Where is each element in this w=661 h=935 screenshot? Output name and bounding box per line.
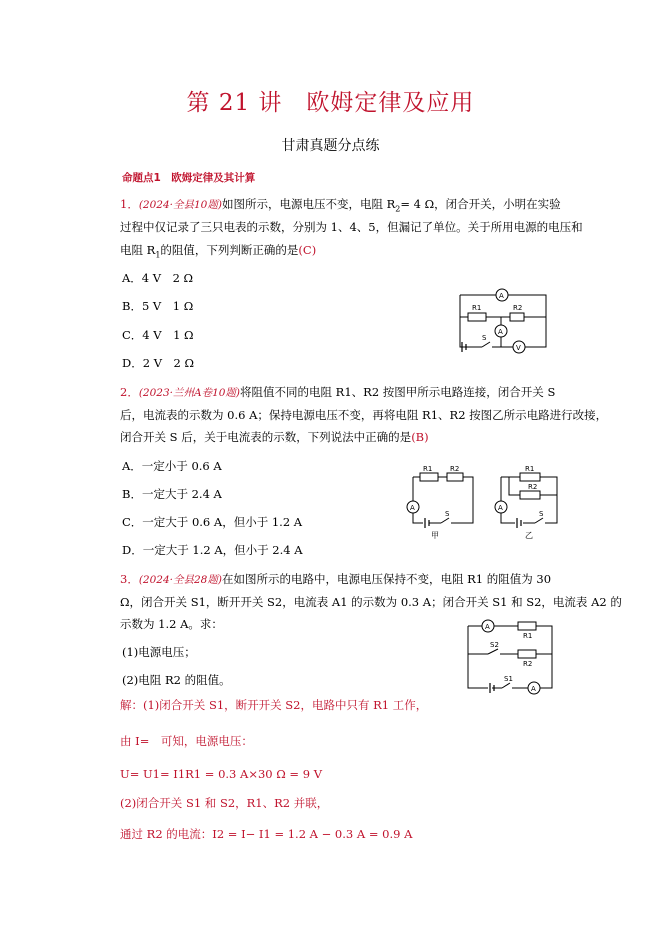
- q2-fig-jia-label: 甲: [431, 531, 439, 540]
- q2-fig-jia-r1: R1: [423, 465, 433, 473]
- q3-solution-3: U= U1= I1R1 = 0.3 A×30 Ω = 9 V: [120, 767, 322, 781]
- q3-fig-a1: A: [485, 623, 490, 631]
- q2-fig-yi-s: S: [539, 510, 544, 518]
- q2-option-b: B．一定大于 2.4 A: [122, 487, 222, 501]
- q2-circuit-diagrams: [405, 465, 565, 540]
- q2-number: 2．: [120, 385, 139, 399]
- q3-fig-s1: S1: [504, 675, 513, 683]
- q3-solution-1: 解：(1)闭合开关 S1，断开开关 S2，电路中只有 R1 工作，: [120, 698, 428, 712]
- q2-line1: [120, 384, 555, 400]
- q3-fig-s2: S2: [490, 641, 499, 649]
- q2-fig-jia-a: A: [410, 504, 415, 512]
- q3-line2: Ω，闭合开关 S1，断开开关 S2，电流表 A1 的示数为 0.3 A；闭合开关 S1 和 S2，电流表 A2 的: [120, 595, 622, 609]
- q3-fig-r2: R2: [523, 660, 533, 668]
- q3-solution-2: 由 I= 可知，电源电压：: [120, 734, 253, 748]
- q1-fig-s: S: [482, 334, 487, 342]
- q2-fig-yi-r1: R1: [525, 465, 535, 473]
- q2-source: (2023·兰州A卷10题): [138, 387, 241, 399]
- q1-text-a: 如图所示，电源电压不变，电阻 R: [221, 197, 396, 211]
- q2-line3: [120, 429, 429, 445]
- q2-line1-text: 将阻值不同的电阻 R1、R2 按图甲所示电路连接，闭合开关 S: [240, 385, 556, 399]
- q3-sub1: (1)电源电压；: [122, 645, 196, 659]
- q3-fig-r1: R1: [523, 632, 533, 640]
- q2-line2: 后，电流表的示数为 0.6 A；保持电源电压不变，再将电阻 R1、R2 按图乙所示电路进行改接，: [120, 408, 608, 422]
- q3-line1: [120, 571, 551, 587]
- q3-fig-a2: A: [531, 685, 536, 693]
- q2-line3-text: 闭合开关 S 后，关于电流表的示数，下列说法中正确的是: [120, 430, 412, 444]
- q1-fig-r1: R1: [472, 304, 482, 312]
- q3-line3: 示数为 1.2 A。求：: [120, 617, 223, 631]
- q2-fig-jia-s: S: [445, 510, 450, 518]
- q3-circuit-diagram: [462, 618, 558, 696]
- q2-option-d: D．一定大于 1.2 A，但小于 2.4 A: [122, 543, 303, 557]
- q1-line3-a: 电阻 R: [120, 243, 156, 257]
- page-subtitle: 甘肃真题分点练: [281, 138, 380, 154]
- q1-fig-a2: A: [498, 328, 503, 336]
- q1-source: (2024·全县10题): [138, 199, 222, 211]
- q2-option-c: C．一定大于 0.6 A，但小于 1.2 A: [122, 515, 303, 529]
- q3-solution-5: 通过 R2 的电流：I2 = I− I1 = 1.2 A − 0.3 A = 0.9 A: [120, 827, 413, 841]
- q3-solution-4: (2)闭合开关 S1 和 S2，R1、R2 并联，: [120, 796, 329, 810]
- q2-fig-yi-label: 乙: [525, 531, 533, 540]
- q3-sub2: (2)电阻 R2 的阻值。: [122, 673, 231, 687]
- q1-option-c: C．4 V 1 Ω: [122, 328, 194, 342]
- q1-option-a: A．4 V 2 Ω: [122, 271, 194, 285]
- page-title: 第 21 讲 欧姆定律及应用: [186, 90, 475, 116]
- q2-fig-jia-r2: R2: [450, 465, 460, 473]
- q1-line1: [120, 196, 561, 213]
- q1-answer: (C): [298, 243, 317, 257]
- q2-option-a: A．一定小于 0.6 A: [122, 459, 222, 473]
- q1-option-d: D．2 V 2 Ω: [122, 356, 195, 370]
- q3-number: 3．: [120, 572, 139, 586]
- q3-line1-text: 在如图所示的电路中，电源电压保持不变，电阻 R1 的阻值为 30: [221, 572, 552, 586]
- q1-line3: [120, 242, 316, 259]
- q1-option-b: B．5 V 1 Ω: [122, 299, 194, 313]
- q2-fig-yi-r2: R2: [528, 483, 538, 491]
- q1-line2: 过程中仅记录了三只电表的示数，分别为 1、4、5，但漏记了单位。关于所用电源的电压和: [120, 220, 583, 234]
- q1-text-b: = 4 Ω，闭合开关，小明在实验: [400, 197, 561, 211]
- q1-fig-r2: R2: [513, 304, 523, 312]
- q1-line3-sub: 1: [155, 250, 161, 260]
- q1-line3-b: 的阻值，下列判断正确的是: [160, 243, 299, 257]
- q1-fig-v: V: [516, 344, 521, 352]
- q1-sub: 2: [395, 204, 401, 214]
- q1-fig-a1: A: [499, 292, 504, 300]
- q2-fig-yi-a: A: [498, 504, 503, 512]
- q1-number: 1．: [120, 197, 139, 211]
- q3-source: (2024·全县28题): [138, 574, 222, 586]
- q1-circuit-diagram: [452, 285, 552, 357]
- topic-heading: 命题点1 欧姆定律及其计算: [122, 172, 256, 184]
- q2-answer: (B): [411, 430, 429, 444]
